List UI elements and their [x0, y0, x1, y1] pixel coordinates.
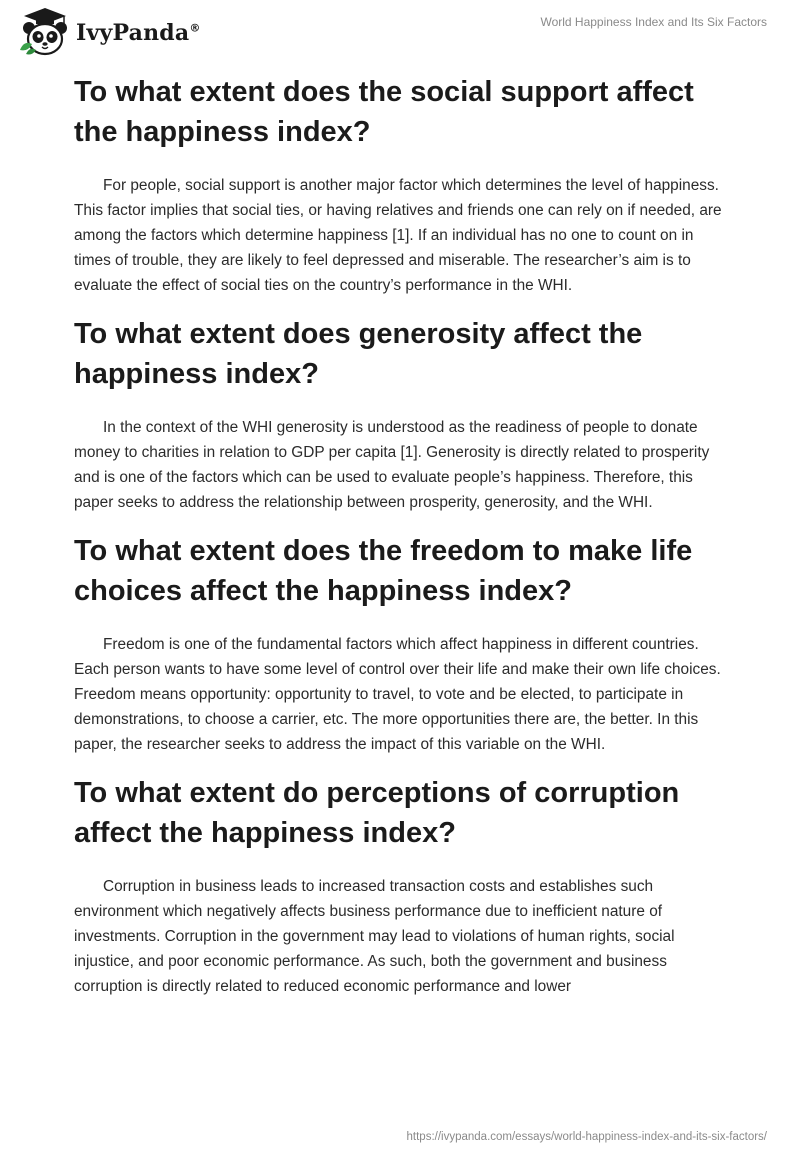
article-body — [74, 72, 734, 999]
document-title: World Happiness Index and Its Six Factors — [540, 15, 767, 29]
panda-graduation-cap-icon — [16, 6, 74, 58]
page-header — [0, 0, 800, 64]
section-paragraph: Freedom is one of the fundamental factors which affect happiness in different countries. Each person wants to have some level of control over their life and make their own life choices. Freedom means opportunity: opportunity to travel, to vote and be elected, to participate in demonstrations, to choose a carrier, etc. The more opportunities there are, the better. In this paper, the researcher seeks to address the impact of this variable on the WHI. — [74, 636, 721, 753]
registered-mark: ® — [189, 21, 201, 35]
ivypanda-logo[interactable] — [16, 6, 201, 58]
section-heading: To what extent does the freedom to make life choices affect the happiness index? — [74, 535, 693, 607]
section-heading: To what extent do perceptions of corruption affect the happiness index? — [74, 777, 680, 849]
section-paragraph: For people, social support is another major factor which determines the level of happiness. This factor implies that social ties, or having relatives and friends one can rely on if needed, are among the factors which determine happiness [1]. If an individual has no one to count on in times of trouble, they are likely to feel depressed and miserable. The researcher’s aim is to evaluate the effect of social ties on the country’s performance in the WHI. — [74, 177, 722, 294]
logo-wordmark — [76, 20, 201, 46]
source-url[interactable]: https://ivypanda.com/essays/world-happiness-index-and-its-six-factors/ — [406, 1131, 767, 1143]
section-heading: To what extent does generosity affect the happiness index? — [74, 318, 643, 390]
section-paragraph: Corruption in business leads to increased transaction costs and establishes such environment which negatively affects business performance due to inefficient nature of investments. Corruption in the government may lead to violations of human rights, social injustice, and poor economic performance. As such, both the government and business corruption is directly related to reduced economic performance and lower — [74, 878, 675, 995]
section-heading: To what extent does the social support affect the happiness index? — [74, 76, 694, 148]
section-paragraph: In the context of the WHI generosity is understood as the readiness of people to donate money to charities in relation to GDP per capita [1]. Generosity is directly related to prosperity and is one of the factors which can be used to evaluate people’s happiness. Therefore, this paper seeks to address the relationship between prosperity, generosity, and the WHI. — [74, 419, 710, 511]
logo-name: IvyPanda — [76, 20, 190, 46]
